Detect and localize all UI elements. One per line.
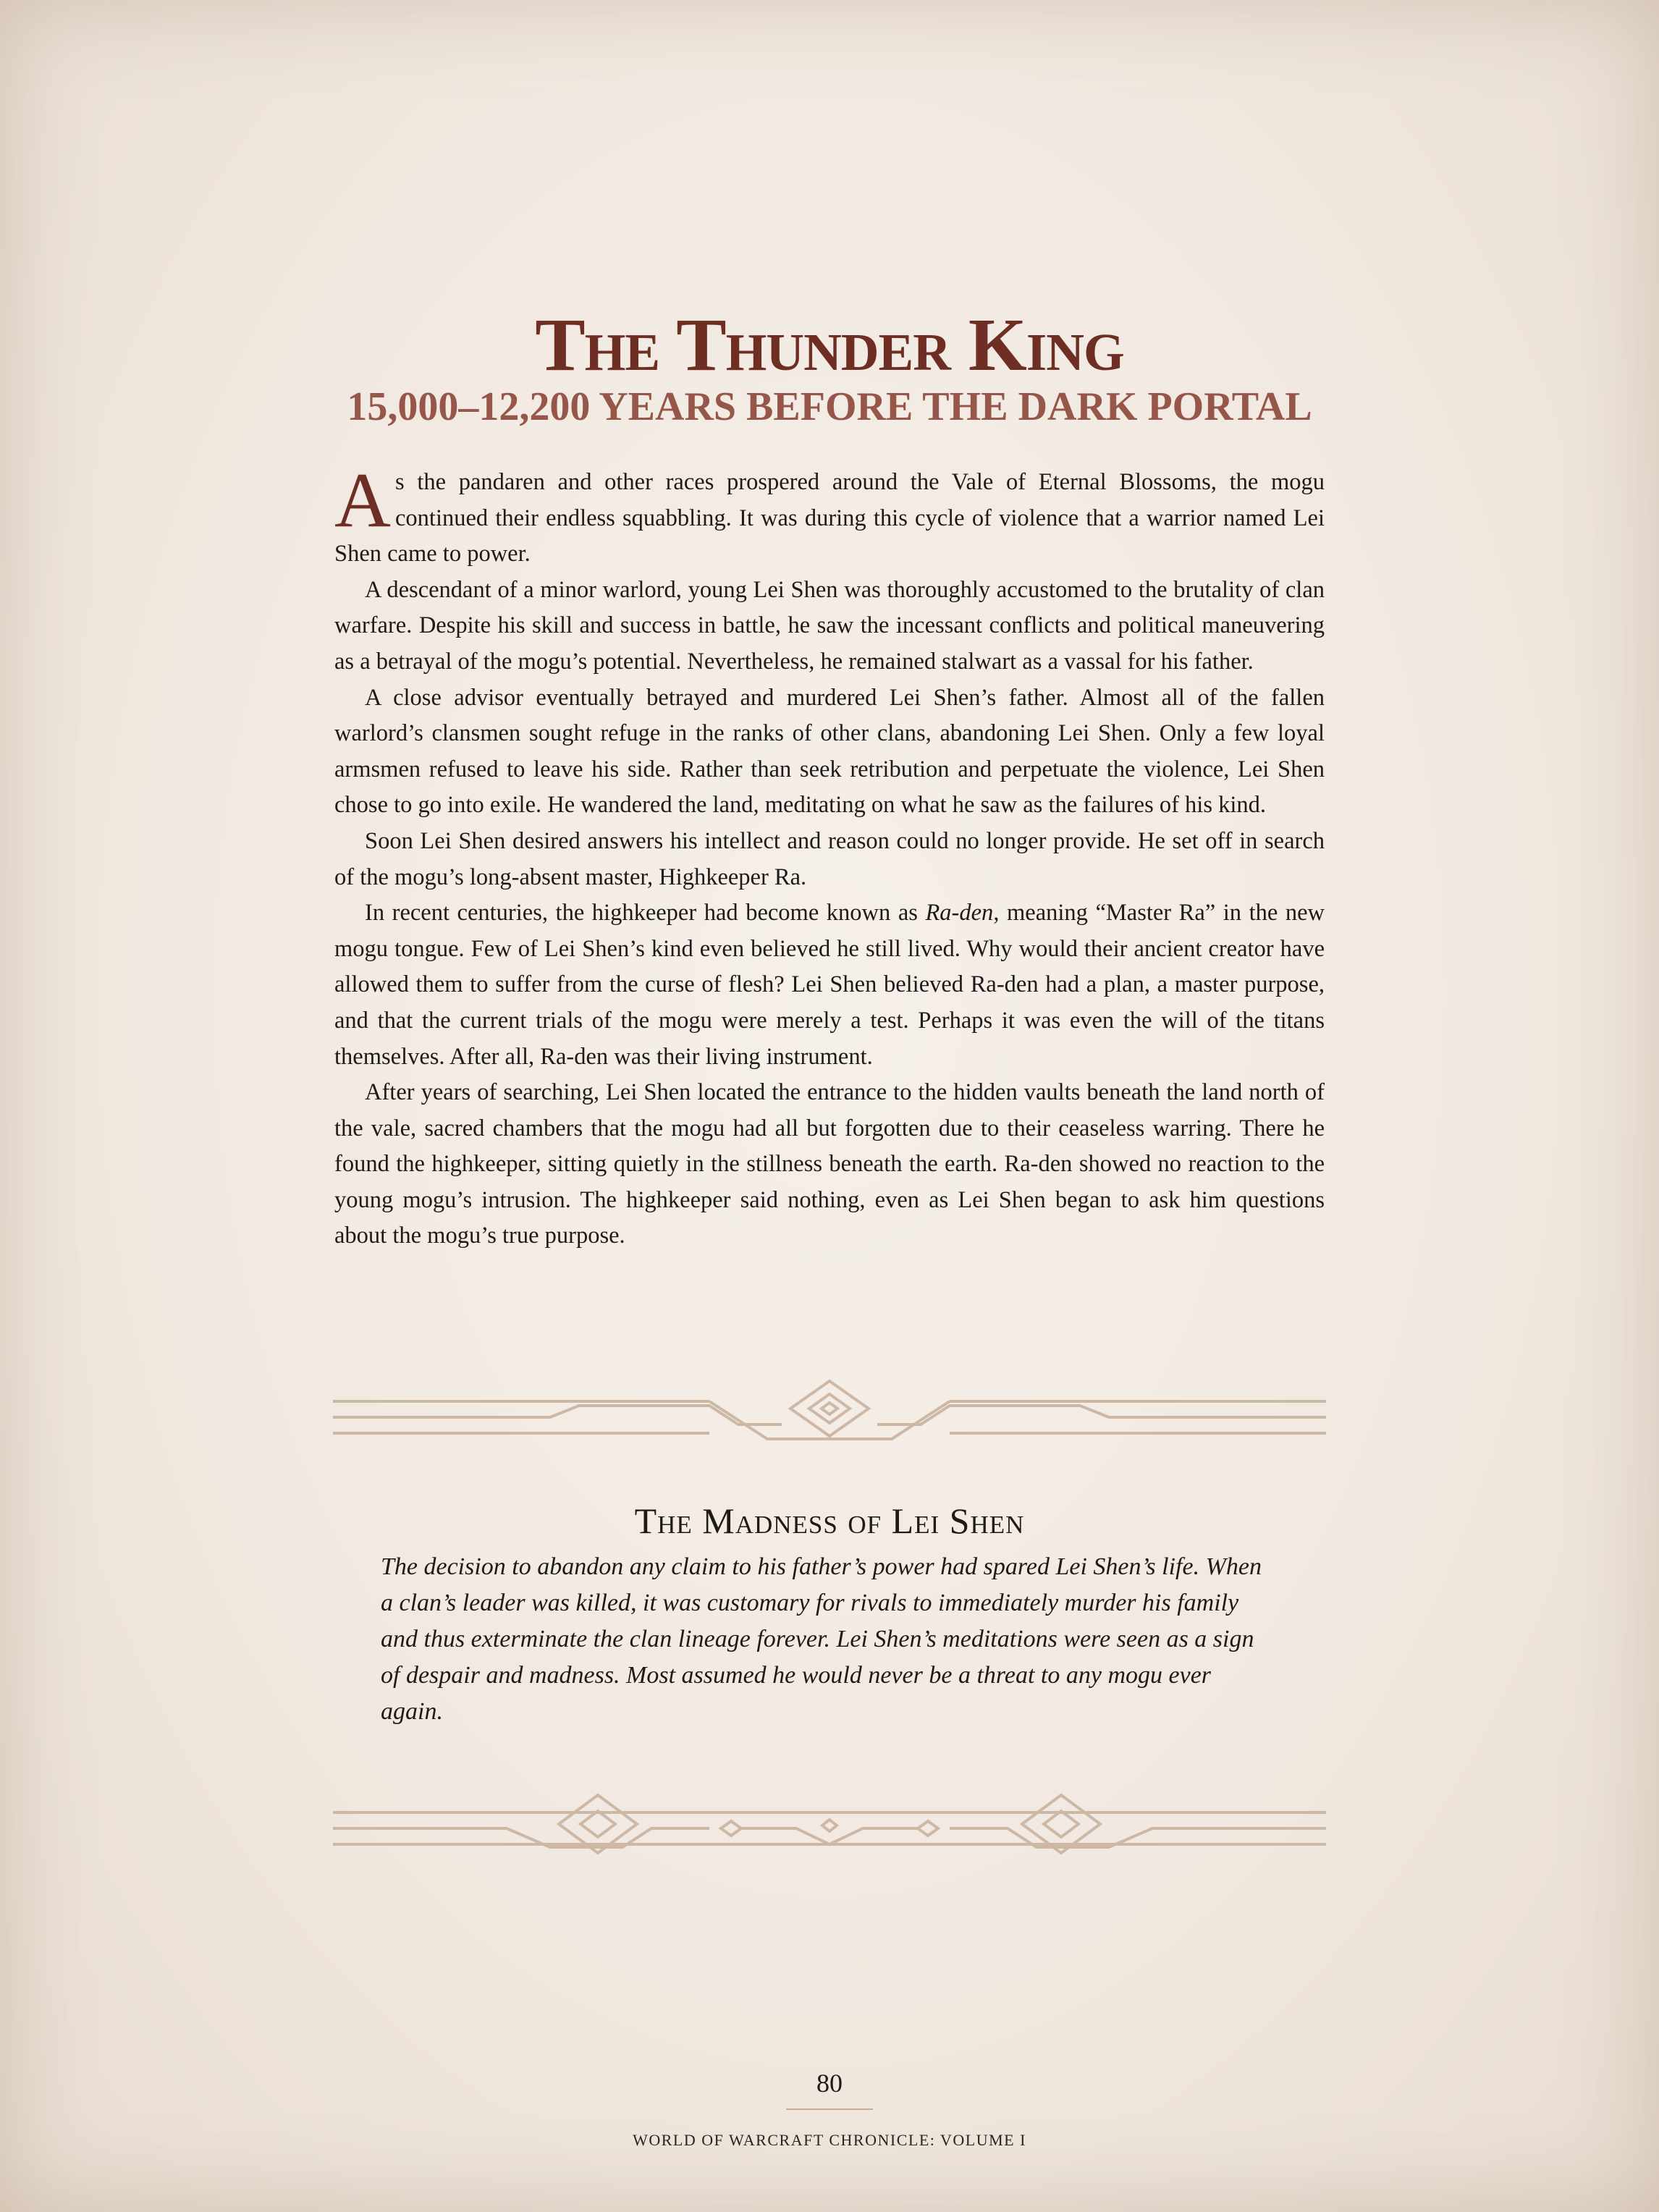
paragraph-5-rest: , meaning “Master Ra” in the new mogu tongue. Few of Lei Shen’s kind even believed he still lived. Why would their ancient creator have allowed them to suffer from the curse of flesh? Lei Shen believed Ra-den had a plan, a master purpose, and that the current trials of the mogu were merely a test. Perhaps it was even the will of the titans themselves. After all, Ra-den was their living instrument. (334, 900, 1325, 1070)
main-body-text (334, 457, 1325, 1254)
sidebar-title: The Madness of Lei Shen (634, 1500, 1025, 1541)
drop-cap: A (334, 457, 391, 544)
page-number: 80 (816, 2069, 843, 2098)
paragraph-5-lead: In recent centuries, the highkeeper had become known as (365, 900, 926, 926)
paragraph-6: After years of searching, Lei Shen located the entrance to the hidden vaults beneath the land north of the vale, sacred chambers that the mogu had all but forgotten due to their ceaseless warring. There he found the highkeeper, sitting quietly in the stillness beneath the earth. Ra-den showed no reaction to the young mogu’s intrusion. The highkeeper said nothing, even as Lei Shen began to ask him questions about the mogu’s true purpose. (334, 1079, 1325, 1249)
chapter-title: The Thunder King (535, 303, 1124, 387)
paragraph-3: A close advisor eventually betrayed and murdered Lei Shen’s father. Almost all of the fallen warlord’s clansmen sought refuge in the ranks of other clans, abandoning Lei Shen. Only a few loyal armsmen refused to leave his side. Rather than seek retribution and perpetuate the violence, Lei Shen chose to go into exile. He wandered the land, meditating on what he saw as the failures of his kind. (334, 684, 1325, 819)
paragraph-4: Soon Lei Shen desired answers his intellect and reason could no longer provide. He set off in search of the mogu’s long-absent master, Highkeeper Ra. (334, 827, 1325, 890)
paragraph-1-text: s the pandaren and other races prospered around the Vale of Eternal Blossoms, the mogu continued their endless squabbling. It was during this cycle of violence that a warrior named Lei Shen came to power. (334, 469, 1325, 567)
bottom-ornament-divider (333, 1785, 1326, 1872)
paragraph-1 (334, 457, 1325, 573)
running-footer: WORLD OF WARCRAFT CHRONICLE: VOLUME I (633, 2131, 1026, 2149)
paragraph-5 (334, 895, 1325, 1075)
chapter-subtitle: 15,000–12,200 YEARS BEFORE THE DARK PORTAL (347, 384, 1312, 429)
top-ornament-divider (333, 1374, 1326, 1461)
sidebar-text: The decision to abandon any claim to his father’s power had spared Lei Shen’s life. When a clan’s leader was killed, it was customary for rivals to immediately murder his family and thus exterminate the clan lineage forever. Lei Shen’s meditations were seen as a sign of despair and madness. Most assumed he would never be a threat to any mogu ever again. (381, 1553, 1262, 1725)
footer-rule (786, 2108, 873, 2110)
ra-den-emphasis: Ra-den (925, 900, 994, 926)
paragraph-2: A descendant of a minor warlord, young Lei Shen was thoroughly accustomed to the brutality of clan warfare. Despite his skill and success in battle, he saw the incessant conflicts and political maneuvering as a betrayal of the mogu’s potential. Nevertheless, he remained stalwart as a vassal for his father. (334, 576, 1325, 675)
